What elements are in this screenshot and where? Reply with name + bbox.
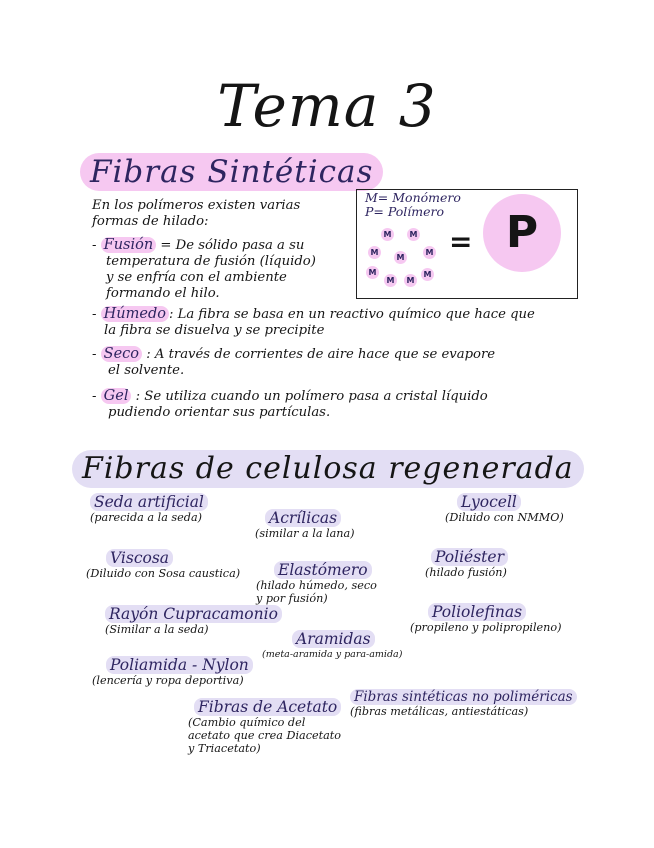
method-seco [92,346,495,379]
intro-line: En los polímeros existen varias [92,198,301,213]
fiber-node-rayon-cupracamonio [105,604,282,636]
fiber-name: Fibras de Acetato [194,698,341,716]
fiber-desc: (Similar a la seda) [105,623,209,636]
fiber-name: Seda artificial [90,493,208,511]
fiber-desc: (Diluido con NMMO) [445,511,564,524]
monomer-dot: M [407,228,420,241]
fiber-node-no-polimericas [350,686,577,718]
fiber-name: Rayón Cupracamonio [105,605,282,623]
bullet-dash: - [92,389,101,404]
fiber-desc: (Cambio químico del [188,716,306,729]
method-line: : Se utiliza cuando un polímero pasa a cristal líquido [135,389,488,404]
fiber-name: Acrílicas [265,509,341,527]
fiber-desc: y Triacetato) [188,742,261,755]
page-title: Tema 3 [217,72,437,140]
section-heading-celulosa-regenerada: Fibras de celulosa regenerada [72,450,584,488]
method-line: pudiendo orientar sus partículas. [108,405,331,420]
fiber-node-acetato [188,697,341,755]
fiber-node-viscosa [86,548,240,580]
fiber-name: Lyocell [457,493,521,511]
legend-labels [365,191,461,219]
method-humedo [92,306,535,339]
method-line: = De sólido pasa a su [160,238,305,253]
legend-polymer: P= Polímero [365,204,445,219]
section-heading-fibras-sinteticas: Fibras Sintéticas [80,153,383,191]
bullet-dash: - [92,307,101,322]
fiber-desc: y por fusión) [256,592,328,605]
fiber-desc: (hilado húmedo, seco [256,579,377,592]
bullet-dash: - [92,347,101,362]
intro-line: formas de hilado: [92,214,209,229]
method-name: Fusión [101,237,157,253]
method-gel [92,388,488,421]
monomer-dot: M [421,268,434,281]
fiber-name: Poliolefinas [428,603,526,621]
monomer-dot: M [366,266,379,279]
fiber-node-aramidas [262,629,402,661]
fiber-node-acrilicas [255,508,355,540]
monomer-dot: M [381,228,394,241]
fiber-name: Poliamida - Nylon [106,656,253,674]
bullet-dash: - [92,238,101,253]
method-line: : La fibra se basa en un reactivo químico que hace que [168,307,535,322]
method-line: y se enfría con el ambiente [106,270,287,285]
fiber-name: Fibras sintéticas no poliméricas [350,689,577,705]
method-name: Gel [101,388,132,404]
monomer-dot: M [384,274,397,287]
fiber-node-poliester [425,547,508,579]
fiber-name: Viscosa [106,549,173,567]
fiber-node-poliamida-nylon [92,655,253,687]
fiber-desc: (fibras metálicas, antiestáticas) [350,705,529,718]
fiber-node-lyocell [445,492,564,524]
intro-text [92,198,300,230]
equals-sign: = [449,225,473,258]
fiber-desc: (propileno y polipropileno) [410,621,562,634]
method-line: el solvente. [108,363,185,378]
fiber-desc: (lencería y ropa deportiva) [92,674,244,687]
fiber-name: Poliéster [431,548,508,566]
method-line: temperatura de fusión (líquido) [106,254,316,269]
method-name: Húmedo [101,306,169,322]
fiber-name: Aramidas [292,630,375,648]
fiber-node-seda-artificial [90,492,208,524]
monomer-dot: M [394,251,407,264]
method-name: Seco [101,346,142,362]
fiber-desc: (hilado fusión) [425,566,507,579]
fiber-node-poliolefinas [410,602,561,634]
fiber-name: Elastómero [274,561,372,579]
monomer-dot: M [423,246,436,259]
fiber-desc: (parecida a la seda) [90,511,202,524]
fiber-desc: (similar a la lana) [255,527,355,540]
method-line: la fibra se disuelva y se precipite [104,323,325,338]
legend-monomer: M= Monómero [365,190,461,205]
fiber-desc: (Diluido con Sosa caustica) [86,567,241,580]
method-line: : A través de corrientes de aire hace que se evapore [146,347,496,362]
polymer-circle: P [483,194,561,272]
method-fusion [92,237,316,302]
fiber-desc: acetato que crea Diacetato [188,729,342,742]
method-line: formando el hilo. [106,286,220,301]
monomer-dot: M [404,274,417,287]
fiber-node-elastomero [256,560,377,605]
monomer-dot: M [368,246,381,259]
fiber-desc: (meta-aramida y para-amida) [262,649,403,660]
